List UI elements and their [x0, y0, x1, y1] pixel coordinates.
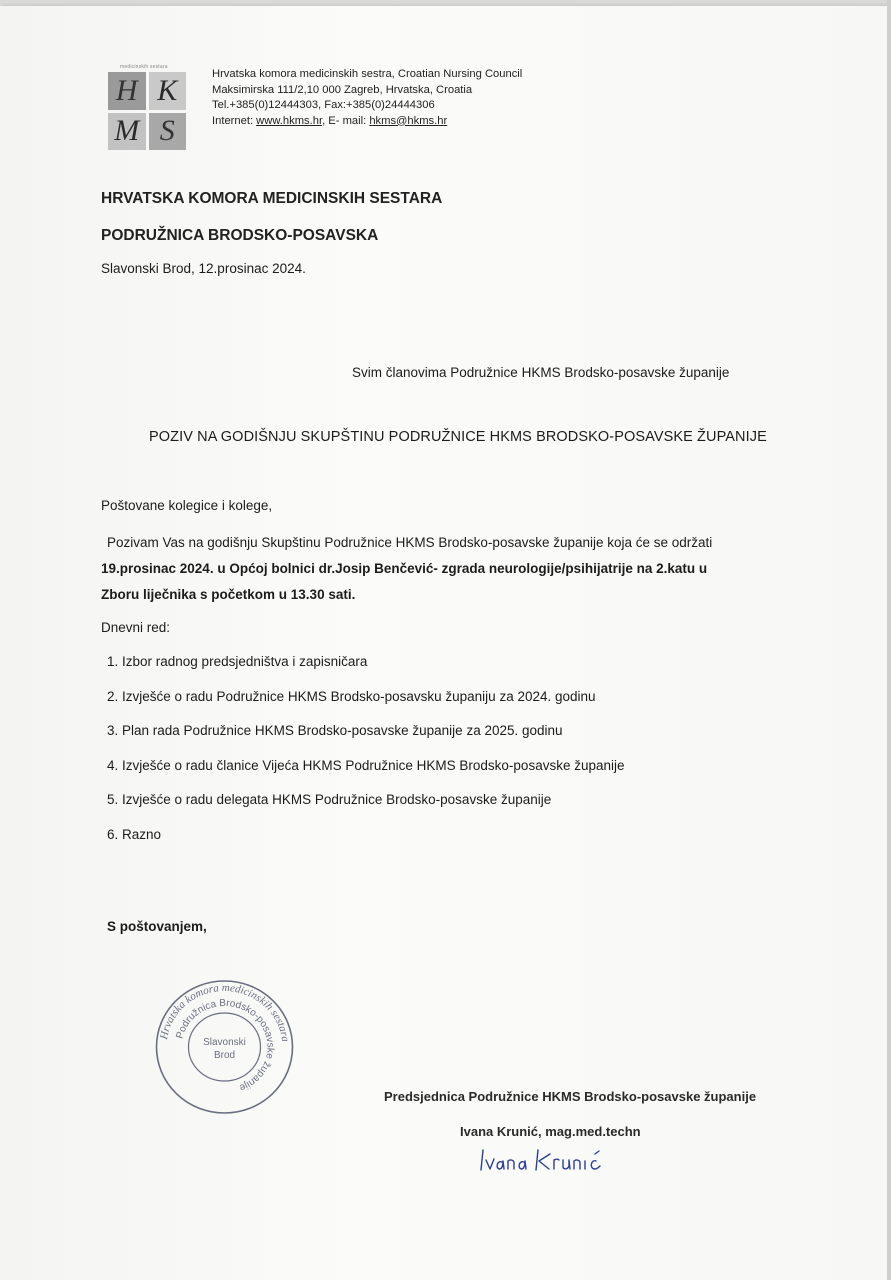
agenda-item: 1. Izbor radnog predsjedništva i zapisničara [107, 654, 368, 669]
agenda-item: 3. Plan rada Podružnice HKMS Brodsko-posavske županije za 2025. godinu [107, 723, 563, 738]
agenda-item: 5. Izvješće o radu delegata HKMS Podružnice Brodsko-posavske županije [107, 792, 552, 807]
agenda-item: 4. Izvješće o radu članice Vijeća HKMS Podružnice HKMS Brodsko-posavske županije [107, 757, 625, 773]
handwritten-signature [478, 1144, 608, 1176]
letterhead-line-4 [212, 114, 522, 130]
signatory-role: Predsjednica Podružnice HKMS Brodsko-posavske županije [384, 1089, 757, 1104]
stamp-inner-text: Podružnica Brodsko-posavske županije [174, 997, 276, 1094]
letterhead-line-3: Tel.+385(0)12444303, Fax:+385(0)24444306 [212, 99, 435, 111]
email-link[interactable]: hkms@hkms.hr [369, 114, 448, 127]
document-title: POZIV NA GODIŠNJU SKUPŠTINU PODRUŽNICE HKMS BRODSKO-POSAVSKE ŽUPANIJE [149, 429, 767, 445]
logo-letter-k: K [149, 72, 187, 110]
letterhead-contact [212, 67, 522, 129]
branch-name: PODRUŽNICA BRODSKO-POSAVSKA [101, 227, 379, 244]
stamp-center-line-1: Slavonski [203, 1037, 246, 1048]
stamp-center-line-2: Brod [213, 1050, 236, 1061]
letterhead-line-1: Hrvatska komora medicinskih sestra, Croatian Nursing Council [212, 68, 523, 80]
logo-letter-s: S [149, 113, 187, 151]
website-link[interactable]: www.hkms.hr [256, 114, 323, 127]
logo-letter-h: H [108, 72, 146, 110]
email-label: , E- mail: [322, 114, 370, 127]
invitation-paragraph [101, 530, 773, 582]
invitation-details-line-2: Zboru liječnika s početkom u 13.30 sati. [101, 587, 356, 602]
recipient-line: Svim članovima Podružnice HKMS Brodsko-posavske županije [352, 365, 730, 380]
page-edge [887, 0, 891, 1280]
place-date: Slavonski Brod, 12.prosinac 2024. [101, 261, 306, 276]
agenda-list [107, 654, 625, 861]
internet-label: Internet: [212, 114, 257, 127]
salutation: Poštovane kolegice i kolege, [101, 498, 273, 513]
letterhead-line-2: Maksimirska 111/2,10 000 Zagreb, Hrvatska, Croatia [212, 83, 473, 96]
agenda-label: Dnevni red: [101, 620, 171, 635]
agenda-item: 2. Izvješće o radu Podružnice HKMS Brodsko-posavsku županiju za 2024. godinu [107, 688, 596, 704]
agenda-item: 6. Razno [107, 826, 162, 842]
logo-small-text: medicinskih sestara [120, 64, 168, 70]
logo-letter-m: M [108, 113, 146, 151]
signatory-name: Ivana Krunić, mag.med.techn [460, 1124, 641, 1139]
closing-greeting: S poštovanjem, [107, 919, 207, 934]
hkms-logo [100, 62, 195, 158]
invitation-details-line-1: 19.prosinac 2024. u Općoj bolnici dr.Josip Benčević- zgrada neurologije/psihijatrije na 2.katu u [101, 561, 708, 576]
official-stamp [152, 977, 297, 1117]
organization-name: HRVATSKA KOMORA MEDICINSKIH SESTARA [101, 190, 443, 207]
stamp-outer-text: Hrvatska komora medicinskih sestara [158, 981, 292, 1043]
invitation-text: Pozivam Vas na godišnju Skupštinu Podružnice HKMS Brodsko-posavske županije koja će se održati [107, 535, 713, 550]
